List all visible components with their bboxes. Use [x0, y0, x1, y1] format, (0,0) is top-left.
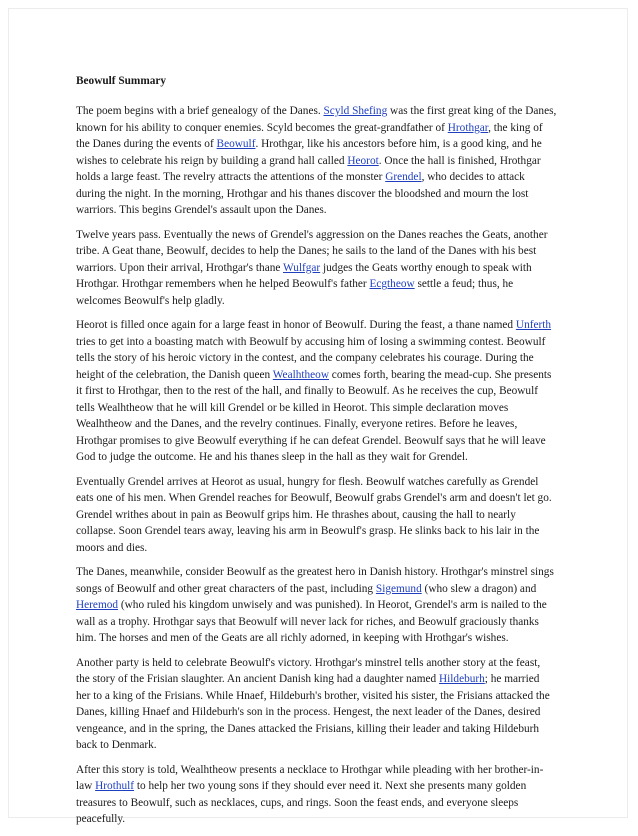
text-line	[76, 564, 574, 581]
text-line	[76, 334, 574, 351]
text-line	[76, 169, 574, 186]
text-line	[76, 416, 574, 433]
character-link[interactable]: Hildeburh	[438, 673, 485, 685]
text-line	[76, 737, 574, 754]
text-line	[76, 811, 574, 828]
text-line	[76, 581, 574, 598]
text-run: The poem begins with a brief genealogy of the Danes.	[76, 105, 324, 117]
text-line	[76, 688, 574, 705]
character-link[interactable]: Scyld Shefing	[323, 105, 388, 117]
text-run: known for his ability to conquer enemies. Scyld becomes the great-grandfather of	[76, 121, 448, 134]
text-run: , who decides to attack	[421, 171, 525, 183]
text-line	[76, 523, 574, 540]
text-run: holds a large feast. The revelry attracts the attentions of the monster	[76, 171, 386, 183]
text-line	[76, 721, 574, 738]
text-run: during the night. In the morning, Hrothgar and his thanes discover the bloodshed and mourn the lost	[76, 187, 529, 200]
text-line	[76, 186, 574, 203]
text-run: to help her two young sons if they should ever need it. Next she presents many golden	[134, 780, 527, 792]
paragraph	[76, 564, 574, 647]
paragraph	[76, 474, 574, 557]
text-run: welcomes Beowulf's help gladly.	[76, 294, 225, 307]
text-run: God to judge the outcome. He and his thanes sleep in the hall as they wait for Grendel.	[76, 451, 468, 463]
text-line	[76, 293, 574, 310]
text-line	[76, 276, 574, 293]
text-line	[76, 136, 574, 153]
character-link[interactable]: Hrothgar	[447, 121, 489, 134]
text-run: tries to get into a boasting match with Beowulf by accusing him of losing a swimming contest. Beowulf	[76, 335, 546, 348]
text-line	[76, 778, 574, 795]
character-link[interactable]: Heremod	[76, 599, 119, 611]
text-run: After this story is told, Wealhtheow presents a necklace to Hrothgar while pleading with her brother-in-	[76, 763, 544, 776]
document-title: Beowulf Summary	[76, 75, 167, 87]
text-line	[76, 614, 574, 631]
text-run: Twelve years pass. Eventually the news of Grendel's aggression on the Danes reaches the Geats, another	[76, 228, 548, 241]
paragraph	[76, 655, 574, 754]
text-line	[76, 597, 574, 614]
text-line	[76, 433, 574, 450]
text-line	[76, 260, 574, 277]
text-run: ; he married	[484, 673, 540, 685]
text-run: collapse. Soon Grendel tears away, leaving his arm in Beowulf's grasp. He slinks back to his lair in the	[76, 525, 540, 537]
text-run: the Danes during the events of	[76, 138, 217, 150]
paragraph	[76, 762, 574, 828]
text-line	[76, 762, 574, 779]
text-run: comes forth, bearing the mead-cup. She presents	[328, 368, 552, 381]
text-run: vengeance, and in the spring, the Danes attacked the Frisians, killing their leader and taking Hildeburh	[76, 722, 540, 735]
text-run: moors and dies.	[76, 541, 148, 554]
text-line	[76, 704, 574, 721]
text-run: her to a king of the Frisians. While Hnaef, Hildeburh's brother, visited his sister, the Frisians attacked the	[76, 689, 550, 702]
text-run: law	[76, 780, 96, 792]
text-line	[76, 400, 574, 417]
text-run: eats one of his men. When Grendel reaches for Beowulf, Beowulf grabs Grendel's arm and doesn't let go.	[76, 492, 552, 504]
text-run: , the king of	[488, 121, 543, 134]
character-link[interactable]: Wulfgar	[283, 261, 321, 274]
text-line	[76, 350, 574, 367]
text-line	[76, 540, 574, 557]
paragraph	[76, 227, 574, 310]
text-run: Hrothgar promises to give Beowulf everything if he can defeat Grendel. Beowulf says that he will leave	[76, 434, 546, 447]
text-line	[76, 474, 574, 491]
character-link[interactable]: Ecgtheow	[369, 278, 415, 290]
text-run: Hrothgar. Hrothgar remembers when he helped Beowulf's father	[76, 278, 370, 290]
text-run: songs of Beowulf and other great characters of the past, including	[76, 582, 376, 595]
text-run: settle a feud; thus, he	[414, 278, 514, 290]
text-run: back to Denmark.	[76, 739, 157, 751]
paragraph	[76, 103, 574, 219]
text-run: the story of the Frisian slaughter. An ancient Danish king had a daughter named	[76, 673, 439, 685]
paragraph	[76, 317, 574, 466]
text-run: it first to Hrothgar, then to the rest of the hall, and finally to Beowulf. As he receives the cup, Beowulf	[76, 385, 538, 397]
document-body	[76, 73, 574, 836]
text-line	[76, 671, 574, 688]
text-run: tells Wealhtheow that he will kill Grendel or be killed in Heorot. This simple declaration moves	[76, 401, 509, 414]
text-line	[76, 383, 574, 400]
text-line	[76, 227, 574, 244]
text-run: tells the story of his heroic victory in the contest, and the company celebrates his courage. During the	[76, 352, 534, 364]
text-run: Grendel writhes about in pain as Beowulf grips him. He thrashes about, causing the hall to nearly	[76, 508, 516, 521]
text-run: . Once the hall is finished, Hrothgar	[378, 154, 541, 167]
text-run: him. The horses and men of the Geats are all richly adorned, in keeping with Hrothgar's wishes.	[76, 632, 509, 644]
text-run: Wealhtheow and the Danes, and the revelry continues. Finally, everyone retires. Before he leaves,	[76, 418, 518, 430]
text-run: Danes, killing Hnaef and Hildeburh's son in the process. Hengest, the next leader of the Danes, desired	[76, 706, 541, 718]
text-line	[76, 367, 574, 384]
text-run: judges the Geats worthy enough to speak with	[320, 261, 532, 274]
text-run: treasures to Beowulf, such as necklaces, cups, and rings. Soon the feast ends, and everyone sleeps	[76, 796, 519, 809]
text-run: wall as a trophy. Hrothgar says that Beowulf will never lack for riches, and Beowulf graciously thanks	[76, 615, 539, 628]
text-line	[76, 153, 574, 170]
text-run: Another party is held to celebrate Beowulf's victory. Hrothgar's minstrel tells another story at the feast,	[76, 656, 541, 669]
text-run: wishes to celebrate his reign by building a grand hall called	[76, 154, 348, 167]
text-line	[76, 507, 574, 524]
text-line	[76, 449, 574, 466]
text-run: warriors. This begins Grendel's assault upon the Danes.	[76, 204, 327, 216]
text-line	[76, 655, 574, 672]
character-link[interactable]: Wealhtheow	[272, 368, 329, 381]
text-run: peacefully.	[76, 813, 126, 825]
text-run: (who ruled his kingdom unwisely and was punished). In Heorot, Grendel's arm is nailed to the	[118, 599, 547, 611]
text-line	[76, 243, 574, 260]
text-line	[76, 120, 574, 137]
text-run: tribe. A Geat thane, Beowulf, decides to help the Danes; he sails to the land of the Danes with his best	[76, 245, 537, 257]
character-link[interactable]: Unferth	[515, 319, 552, 331]
text-line	[76, 630, 574, 647]
character-link[interactable]: Hrothulf	[95, 780, 135, 792]
character-link[interactable]: Sigemund	[375, 582, 422, 595]
text-run: height of the celebration, the Danish queen	[76, 368, 273, 381]
text-run: . Hrothgar, like his ancestors before him, is a good king, and he	[255, 138, 542, 150]
text-line	[76, 103, 574, 120]
text-line	[76, 490, 574, 507]
text-line	[76, 795, 574, 812]
character-link[interactable]: Heorot	[347, 154, 379, 167]
text-run: was the first great king of the Danes,	[387, 105, 557, 117]
text-run: warriors. Upon their arrival, Hrothgar's thane	[76, 261, 283, 274]
text-run: The Danes, meanwhile, consider Beowulf as the greatest hero in Danish history. Hrothgar's minstrel sings	[76, 566, 554, 578]
text-line	[76, 202, 574, 219]
text-line	[76, 317, 574, 334]
text-run: (who slew a dragon) and	[421, 582, 537, 595]
text-run: Heorot is filled once again for a large feast in honor of Beowulf. During the feast, a thane named	[76, 319, 516, 331]
character-link[interactable]: Grendel	[385, 171, 422, 183]
character-link[interactable]: Beowulf	[216, 138, 256, 150]
text-run: Eventually Grendel arrives at Heorot as usual, hungry for flesh. Beowulf watches carefully as Grendel	[76, 475, 539, 488]
paragraph-container	[76, 103, 574, 828]
